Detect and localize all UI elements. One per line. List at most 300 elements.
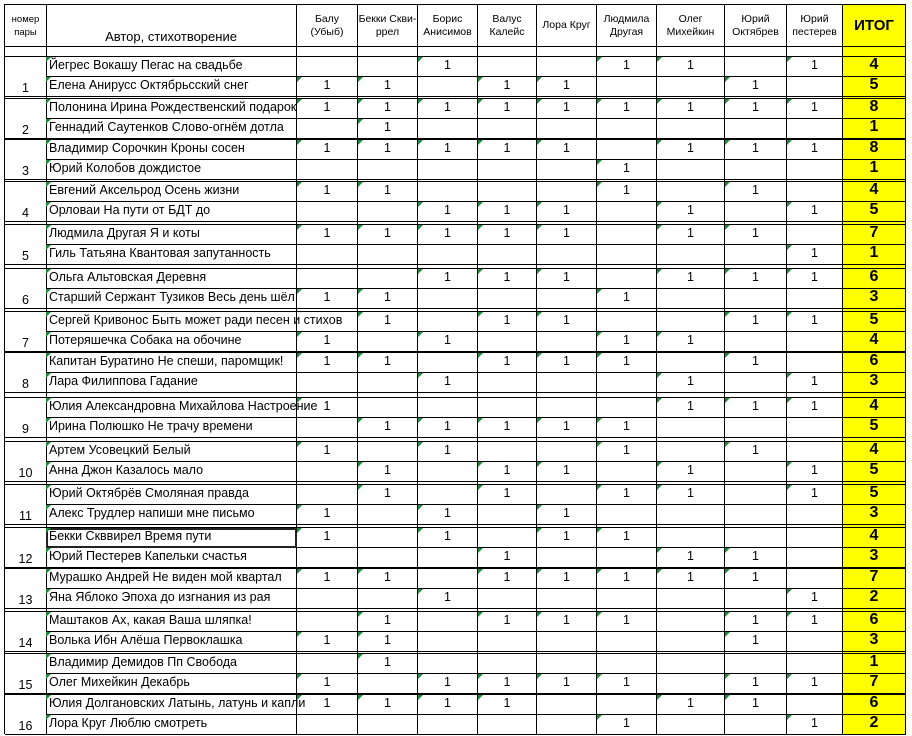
author-poem-cell[interactable]: Анна Джон Казалось мало <box>46 462 297 482</box>
vote-cell[interactable]: 1 <box>297 632 358 652</box>
vote-cell[interactable]: 1 <box>297 528 358 548</box>
vote-cell[interactable] <box>787 632 843 652</box>
vote-cell[interactable]: 1 <box>358 353 418 373</box>
pair-number[interactable]: 5 <box>5 225 47 265</box>
vote-cell[interactable]: 1 <box>597 353 657 373</box>
vote-cell[interactable] <box>537 57 597 77</box>
vote-cell[interactable]: 1 <box>358 485 418 505</box>
vote-cell[interactable]: 1 <box>725 674 787 694</box>
vote-cell[interactable]: 1 <box>725 442 787 462</box>
vote-cell[interactable]: 1 <box>597 99 657 119</box>
vote-cell[interactable]: 1 <box>358 312 418 332</box>
author-poem-cell[interactable]: Олег Михейкин Декабрь <box>46 674 297 694</box>
vote-cell[interactable] <box>418 654 478 674</box>
vote-cell[interactable]: 1 <box>787 715 843 735</box>
vote-cell[interactable]: 1 <box>358 695 418 715</box>
vote-cell[interactable]: 1 <box>597 485 657 505</box>
vote-cell[interactable]: 1 <box>657 225 725 245</box>
vote-cell[interactable]: 1 <box>297 442 358 462</box>
author-poem-cell[interactable]: Маштаков Ах, какая Ваша шляпка! <box>46 612 297 632</box>
vote-cell[interactable] <box>358 548 418 568</box>
pair-number[interactable]: 15 <box>5 654 47 694</box>
vote-cell[interactable]: 1 <box>725 612 787 632</box>
vote-cell[interactable]: 1 <box>418 505 478 525</box>
vote-cell[interactable] <box>537 398 597 418</box>
vote-cell[interactable] <box>787 332 843 352</box>
vote-cell[interactable]: 1 <box>297 505 358 525</box>
vote-cell[interactable]: 1 <box>478 462 537 482</box>
vote-cell[interactable] <box>418 632 478 652</box>
pair-number[interactable]: 1 <box>5 57 47 97</box>
vote-cell[interactable]: 1 <box>597 674 657 694</box>
vote-cell[interactable]: 1 <box>787 140 843 160</box>
vote-cell[interactable]: 1 <box>725 77 787 97</box>
total-cell[interactable]: 6 <box>843 269 906 289</box>
vote-cell[interactable]: 1 <box>418 225 478 245</box>
pair-number[interactable]: 11 <box>5 485 47 525</box>
author-poem-cell[interactable]: Бекки Скввирел Время пути <box>46 528 297 548</box>
vote-cell[interactable] <box>597 548 657 568</box>
vote-cell[interactable]: 1 <box>537 312 597 332</box>
vote-cell[interactable] <box>787 695 843 715</box>
author-poem-cell[interactable]: Орловаи На пути от БДТ до <box>46 202 297 222</box>
author-poem-cell[interactable]: Людмила Другая Я и коты <box>46 225 297 245</box>
vote-cell[interactable] <box>657 418 725 438</box>
vote-cell[interactable] <box>537 245 597 265</box>
vote-cell[interactable]: 1 <box>478 674 537 694</box>
vote-cell[interactable] <box>597 462 657 482</box>
author-poem-cell[interactable]: Гиль Татьяна Квантовая запутанность <box>46 245 297 265</box>
author-poem-cell[interactable]: Яна Яблоко Эпоха до изгнания из рая <box>46 589 297 609</box>
vote-cell[interactable]: 1 <box>358 140 418 160</box>
vote-cell[interactable]: 1 <box>297 140 358 160</box>
vote-cell[interactable] <box>537 332 597 352</box>
pair-number[interactable]: 2 <box>5 99 47 139</box>
vote-cell[interactable] <box>478 57 537 77</box>
vote-cell[interactable]: 1 <box>537 99 597 119</box>
vote-cell[interactable] <box>478 654 537 674</box>
vote-cell[interactable] <box>358 442 418 462</box>
vote-cell[interactable] <box>478 289 537 309</box>
vote-cell[interactable] <box>297 612 358 632</box>
vote-cell[interactable] <box>478 160 537 180</box>
author-poem-cell[interactable]: Евгений Аксельрод Осень жизни <box>46 182 297 202</box>
vote-cell[interactable] <box>725 332 787 352</box>
pair-number[interactable]: 6 <box>5 269 47 309</box>
vote-cell[interactable]: 1 <box>597 182 657 202</box>
vote-cell[interactable] <box>478 332 537 352</box>
vote-cell[interactable]: 1 <box>297 353 358 373</box>
vote-cell[interactable] <box>537 373 597 393</box>
vote-cell[interactable]: 1 <box>297 99 358 119</box>
vote-cell[interactable]: 1 <box>418 57 478 77</box>
vote-cell[interactable]: 1 <box>787 589 843 609</box>
vote-cell[interactable]: 1 <box>657 99 725 119</box>
vote-cell[interactable] <box>297 57 358 77</box>
vote-cell[interactable] <box>478 505 537 525</box>
vote-cell[interactable] <box>418 398 478 418</box>
total-cell[interactable]: 5 <box>843 418 906 438</box>
vote-cell[interactable]: 1 <box>297 77 358 97</box>
vote-cell[interactable] <box>597 373 657 393</box>
author-poem-cell[interactable]: Потеряшечка Собака на обочине <box>46 332 297 352</box>
total-cell[interactable]: 3 <box>843 548 906 568</box>
vote-cell[interactable] <box>358 332 418 352</box>
vote-cell[interactable]: 1 <box>478 225 537 245</box>
vote-cell[interactable]: 1 <box>787 398 843 418</box>
vote-cell[interactable] <box>725 289 787 309</box>
vote-cell[interactable] <box>418 160 478 180</box>
vote-cell[interactable] <box>418 77 478 97</box>
vote-cell[interactable] <box>725 373 787 393</box>
vote-cell[interactable] <box>358 505 418 525</box>
vote-cell[interactable] <box>787 505 843 525</box>
vote-cell[interactable]: 1 <box>537 462 597 482</box>
vote-cell[interactable]: 1 <box>597 612 657 632</box>
vote-cell[interactable]: 1 <box>478 269 537 289</box>
total-cell[interactable]: 3 <box>843 505 906 525</box>
vote-cell[interactable]: 1 <box>597 569 657 589</box>
vote-cell[interactable] <box>657 160 725 180</box>
vote-cell[interactable] <box>537 182 597 202</box>
pair-number[interactable]: 12 <box>5 528 47 568</box>
vote-cell[interactable] <box>787 548 843 568</box>
vote-cell[interactable]: 1 <box>657 373 725 393</box>
vote-cell[interactable] <box>597 398 657 418</box>
vote-cell[interactable]: 1 <box>358 182 418 202</box>
vote-cell[interactable]: 1 <box>725 632 787 652</box>
vote-cell[interactable]: 1 <box>418 202 478 222</box>
pair-number[interactable]: 8 <box>5 353 47 393</box>
total-cell[interactable]: 4 <box>843 442 906 462</box>
vote-cell[interactable]: 1 <box>597 715 657 735</box>
vote-cell[interactable] <box>657 312 725 332</box>
vote-cell[interactable] <box>657 442 725 462</box>
vote-cell[interactable] <box>657 674 725 694</box>
vote-cell[interactable] <box>478 715 537 735</box>
vote-cell[interactable] <box>597 505 657 525</box>
vote-cell[interactable]: 1 <box>358 77 418 97</box>
vote-cell[interactable] <box>725 202 787 222</box>
vote-cell[interactable]: 1 <box>418 589 478 609</box>
vote-cell[interactable]: 1 <box>418 674 478 694</box>
vote-cell[interactable] <box>597 202 657 222</box>
vote-cell[interactable]: 1 <box>537 269 597 289</box>
vote-cell[interactable]: 1 <box>418 373 478 393</box>
vote-cell[interactable]: 1 <box>478 548 537 568</box>
vote-cell[interactable] <box>478 528 537 548</box>
vote-cell[interactable]: 1 <box>537 528 597 548</box>
vote-cell[interactable] <box>787 289 843 309</box>
vote-cell[interactable] <box>725 57 787 77</box>
total-cell[interactable]: 2 <box>843 715 906 735</box>
vote-cell[interactable]: 1 <box>597 332 657 352</box>
vote-cell[interactable] <box>537 632 597 652</box>
vote-cell[interactable]: 1 <box>478 485 537 505</box>
vote-cell[interactable]: 1 <box>418 442 478 462</box>
vote-cell[interactable] <box>657 245 725 265</box>
vote-cell[interactable] <box>358 589 418 609</box>
vote-cell[interactable]: 1 <box>358 632 418 652</box>
vote-cell[interactable] <box>597 269 657 289</box>
author-poem-cell[interactable]: Мурашко Андрей Не виден мой квартал <box>46 569 297 589</box>
vote-cell[interactable] <box>657 632 725 652</box>
vote-cell[interactable] <box>478 398 537 418</box>
vote-cell[interactable] <box>787 654 843 674</box>
vote-cell[interactable] <box>597 245 657 265</box>
vote-cell[interactable] <box>358 57 418 77</box>
vote-cell[interactable]: 1 <box>787 245 843 265</box>
vote-cell[interactable] <box>297 485 358 505</box>
vote-cell[interactable] <box>725 462 787 482</box>
vote-cell[interactable] <box>418 289 478 309</box>
vote-cell[interactable]: 1 <box>478 99 537 119</box>
author-poem-cell[interactable]: Юрий Пестерев Капельки счастья <box>46 548 297 568</box>
vote-cell[interactable] <box>297 373 358 393</box>
author-poem-cell[interactable]: Старший Сержант Тузиков Весь день шёл <box>46 289 297 309</box>
vote-cell[interactable]: 1 <box>597 289 657 309</box>
total-cell[interactable]: 5 <box>843 462 906 482</box>
pair-number[interactable]: 10 <box>5 442 47 482</box>
vote-cell[interactable]: 1 <box>537 612 597 632</box>
vote-cell[interactable] <box>725 160 787 180</box>
vote-cell[interactable] <box>537 119 597 139</box>
pair-number[interactable]: 9 <box>5 398 47 438</box>
pair-number[interactable]: 14 <box>5 612 47 652</box>
vote-cell[interactable]: 1 <box>418 418 478 438</box>
vote-cell[interactable] <box>597 77 657 97</box>
vote-cell[interactable]: 1 <box>657 462 725 482</box>
vote-cell[interactable] <box>418 612 478 632</box>
vote-cell[interactable] <box>418 182 478 202</box>
vote-cell[interactable] <box>358 373 418 393</box>
pair-number[interactable]: 16 <box>5 695 47 735</box>
vote-cell[interactable]: 1 <box>787 674 843 694</box>
vote-cell[interactable] <box>297 160 358 180</box>
vote-cell[interactable] <box>418 548 478 568</box>
vote-cell[interactable]: 1 <box>787 373 843 393</box>
vote-cell[interactable] <box>537 589 597 609</box>
author-poem-cell[interactable]: Полонина Ирина Рождественский подарок <box>46 99 297 119</box>
vote-cell[interactable] <box>297 119 358 139</box>
vote-cell[interactable] <box>418 569 478 589</box>
vote-cell[interactable] <box>657 77 725 97</box>
vote-cell[interactable] <box>597 695 657 715</box>
vote-cell[interactable]: 1 <box>725 269 787 289</box>
vote-cell[interactable] <box>787 119 843 139</box>
vote-cell[interactable]: 1 <box>418 140 478 160</box>
total-cell[interactable]: 4 <box>843 398 906 418</box>
vote-cell[interactable]: 1 <box>725 353 787 373</box>
vote-cell[interactable]: 1 <box>418 528 478 548</box>
author-poem-cell[interactable]: Ирина Полюшко Не трачу времени <box>46 418 297 438</box>
author-poem-cell[interactable]: Капитан Буратино Не спеши, паромщик! <box>46 353 297 373</box>
vote-cell[interactable]: 1 <box>725 569 787 589</box>
vote-cell[interactable]: 1 <box>537 225 597 245</box>
total-cell[interactable]: 1 <box>843 654 906 674</box>
total-cell[interactable]: 8 <box>843 140 906 160</box>
vote-cell[interactable] <box>787 225 843 245</box>
total-cell[interactable]: 1 <box>843 119 906 139</box>
vote-cell[interactable] <box>418 119 478 139</box>
author-poem-cell[interactable]: Юлия Долгановских Латынь, латунь и капли <box>46 695 297 715</box>
vote-cell[interactable]: 1 <box>418 695 478 715</box>
vote-cell[interactable]: 1 <box>537 505 597 525</box>
total-cell[interactable]: 4 <box>843 332 906 352</box>
pair-number[interactable]: 3 <box>5 140 47 180</box>
vote-cell[interactable] <box>725 589 787 609</box>
vote-cell[interactable]: 1 <box>725 99 787 119</box>
vote-cell[interactable]: 1 <box>297 182 358 202</box>
vote-cell[interactable]: 1 <box>537 77 597 97</box>
vote-cell[interactable] <box>478 632 537 652</box>
vote-cell[interactable] <box>787 528 843 548</box>
vote-cell[interactable] <box>657 119 725 139</box>
vote-cell[interactable] <box>597 632 657 652</box>
vote-cell[interactable]: 1 <box>787 269 843 289</box>
vote-cell[interactable]: 1 <box>787 312 843 332</box>
author-poem-cell[interactable]: Елена Анирусс Октябрьсский снег <box>46 77 297 97</box>
vote-cell[interactable] <box>597 225 657 245</box>
vote-cell[interactable]: 1 <box>418 332 478 352</box>
vote-cell[interactable]: 1 <box>297 674 358 694</box>
vote-cell[interactable] <box>597 589 657 609</box>
vote-cell[interactable] <box>478 373 537 393</box>
vote-cell[interactable]: 1 <box>787 57 843 77</box>
vote-cell[interactable]: 1 <box>418 99 478 119</box>
vote-cell[interactable] <box>787 182 843 202</box>
vote-cell[interactable]: 1 <box>725 140 787 160</box>
vote-cell[interactable] <box>657 528 725 548</box>
vote-cell[interactable]: 1 <box>297 695 358 715</box>
vote-cell[interactable] <box>478 442 537 462</box>
vote-cell[interactable]: 1 <box>657 57 725 77</box>
vote-cell[interactable] <box>597 140 657 160</box>
vote-cell[interactable]: 1 <box>358 418 418 438</box>
vote-cell[interactable]: 1 <box>358 289 418 309</box>
total-cell[interactable]: 5 <box>843 77 906 97</box>
total-cell[interactable]: 4 <box>843 57 906 77</box>
vote-cell[interactable]: 1 <box>657 485 725 505</box>
vote-cell[interactable] <box>358 715 418 735</box>
vote-cell[interactable]: 1 <box>657 202 725 222</box>
vote-cell[interactable]: 1 <box>358 99 418 119</box>
vote-cell[interactable] <box>358 674 418 694</box>
total-cell[interactable]: 1 <box>843 245 906 265</box>
vote-cell[interactable] <box>297 418 358 438</box>
total-cell[interactable]: 6 <box>843 695 906 715</box>
total-cell[interactable]: 6 <box>843 612 906 632</box>
vote-cell[interactable] <box>418 353 478 373</box>
vote-cell[interactable]: 1 <box>478 418 537 438</box>
vote-cell[interactable] <box>358 202 418 222</box>
vote-cell[interactable] <box>358 269 418 289</box>
vote-cell[interactable]: 1 <box>725 182 787 202</box>
vote-cell[interactable] <box>787 569 843 589</box>
vote-cell[interactable] <box>297 269 358 289</box>
vote-cell[interactable] <box>297 245 358 265</box>
total-cell[interactable]: 8 <box>843 99 906 119</box>
vote-cell[interactable] <box>297 654 358 674</box>
vote-cell[interactable] <box>725 119 787 139</box>
vote-cell[interactable]: 1 <box>725 695 787 715</box>
vote-cell[interactable]: 1 <box>657 332 725 352</box>
author-poem-cell[interactable]: Йегрес Вокашу Пегас на свадьбе <box>46 57 297 77</box>
vote-cell[interactable] <box>358 528 418 548</box>
vote-cell[interactable] <box>297 589 358 609</box>
vote-cell[interactable] <box>537 548 597 568</box>
vote-cell[interactable]: 1 <box>478 353 537 373</box>
vote-cell[interactable] <box>787 77 843 97</box>
author-poem-cell[interactable]: Артем Усовецкий Белый <box>46 442 297 462</box>
vote-cell[interactable]: 1 <box>358 569 418 589</box>
vote-cell[interactable] <box>657 289 725 309</box>
vote-cell[interactable] <box>537 289 597 309</box>
vote-cell[interactable]: 1 <box>358 225 418 245</box>
vote-cell[interactable]: 1 <box>478 612 537 632</box>
pair-number[interactable]: 7 <box>5 312 47 352</box>
pair-number[interactable]: 13 <box>5 569 47 609</box>
vote-cell[interactable] <box>358 398 418 418</box>
vote-cell[interactable] <box>478 245 537 265</box>
vote-cell[interactable]: 1 <box>358 654 418 674</box>
vote-cell[interactable]: 1 <box>537 140 597 160</box>
vote-cell[interactable]: 1 <box>358 462 418 482</box>
vote-cell[interactable] <box>537 485 597 505</box>
vote-cell[interactable]: 1 <box>418 269 478 289</box>
vote-cell[interactable] <box>597 654 657 674</box>
vote-cell[interactable] <box>537 654 597 674</box>
vote-cell[interactable] <box>787 160 843 180</box>
vote-cell[interactable]: 1 <box>478 695 537 715</box>
author-poem-cell[interactable]: Владимир Демидов Пп Свобода <box>46 654 297 674</box>
vote-cell[interactable] <box>358 245 418 265</box>
total-cell[interactable]: 2 <box>843 589 906 609</box>
vote-cell[interactable]: 1 <box>478 569 537 589</box>
vote-cell[interactable] <box>478 182 537 202</box>
author-poem-cell[interactable]: Волька Ибн Алёша Первоклашка <box>46 632 297 652</box>
vote-cell[interactable] <box>597 119 657 139</box>
vote-cell[interactable]: 1 <box>597 442 657 462</box>
author-poem-cell[interactable]: Геннадий Саутенков Слово-огнём дотла <box>46 119 297 139</box>
total-cell[interactable]: 3 <box>843 373 906 393</box>
vote-cell[interactable]: 1 <box>787 202 843 222</box>
vote-cell[interactable]: 1 <box>297 332 358 352</box>
author-poem-cell[interactable]: Владимир Сорочкин Кроны сосен <box>46 140 297 160</box>
vote-cell[interactable]: 1 <box>478 312 537 332</box>
total-cell[interactable]: 7 <box>843 674 906 694</box>
vote-cell[interactable]: 1 <box>297 398 358 418</box>
vote-cell[interactable] <box>725 505 787 525</box>
total-cell[interactable]: 1 <box>843 160 906 180</box>
vote-cell[interactable] <box>418 312 478 332</box>
vote-cell[interactable]: 1 <box>657 695 725 715</box>
vote-cell[interactable]: 1 <box>537 569 597 589</box>
author-poem-cell[interactable]: Ольга Альтовская Деревня <box>46 269 297 289</box>
total-cell[interactable]: 6 <box>843 353 906 373</box>
pair-number[interactable]: 4 <box>5 182 47 222</box>
vote-cell[interactable] <box>725 485 787 505</box>
vote-cell[interactable] <box>297 715 358 735</box>
author-poem-cell[interactable]: Сергей Кривонос Быть может ради песен и стихов <box>46 312 297 332</box>
vote-cell[interactable]: 1 <box>725 225 787 245</box>
vote-cell[interactable] <box>657 353 725 373</box>
vote-cell[interactable]: 1 <box>787 462 843 482</box>
total-cell[interactable]: 5 <box>843 485 906 505</box>
author-poem-cell[interactable]: Юрий Колобов дождистое <box>46 160 297 180</box>
vote-cell[interactable]: 1 <box>537 418 597 438</box>
vote-cell[interactable] <box>537 160 597 180</box>
